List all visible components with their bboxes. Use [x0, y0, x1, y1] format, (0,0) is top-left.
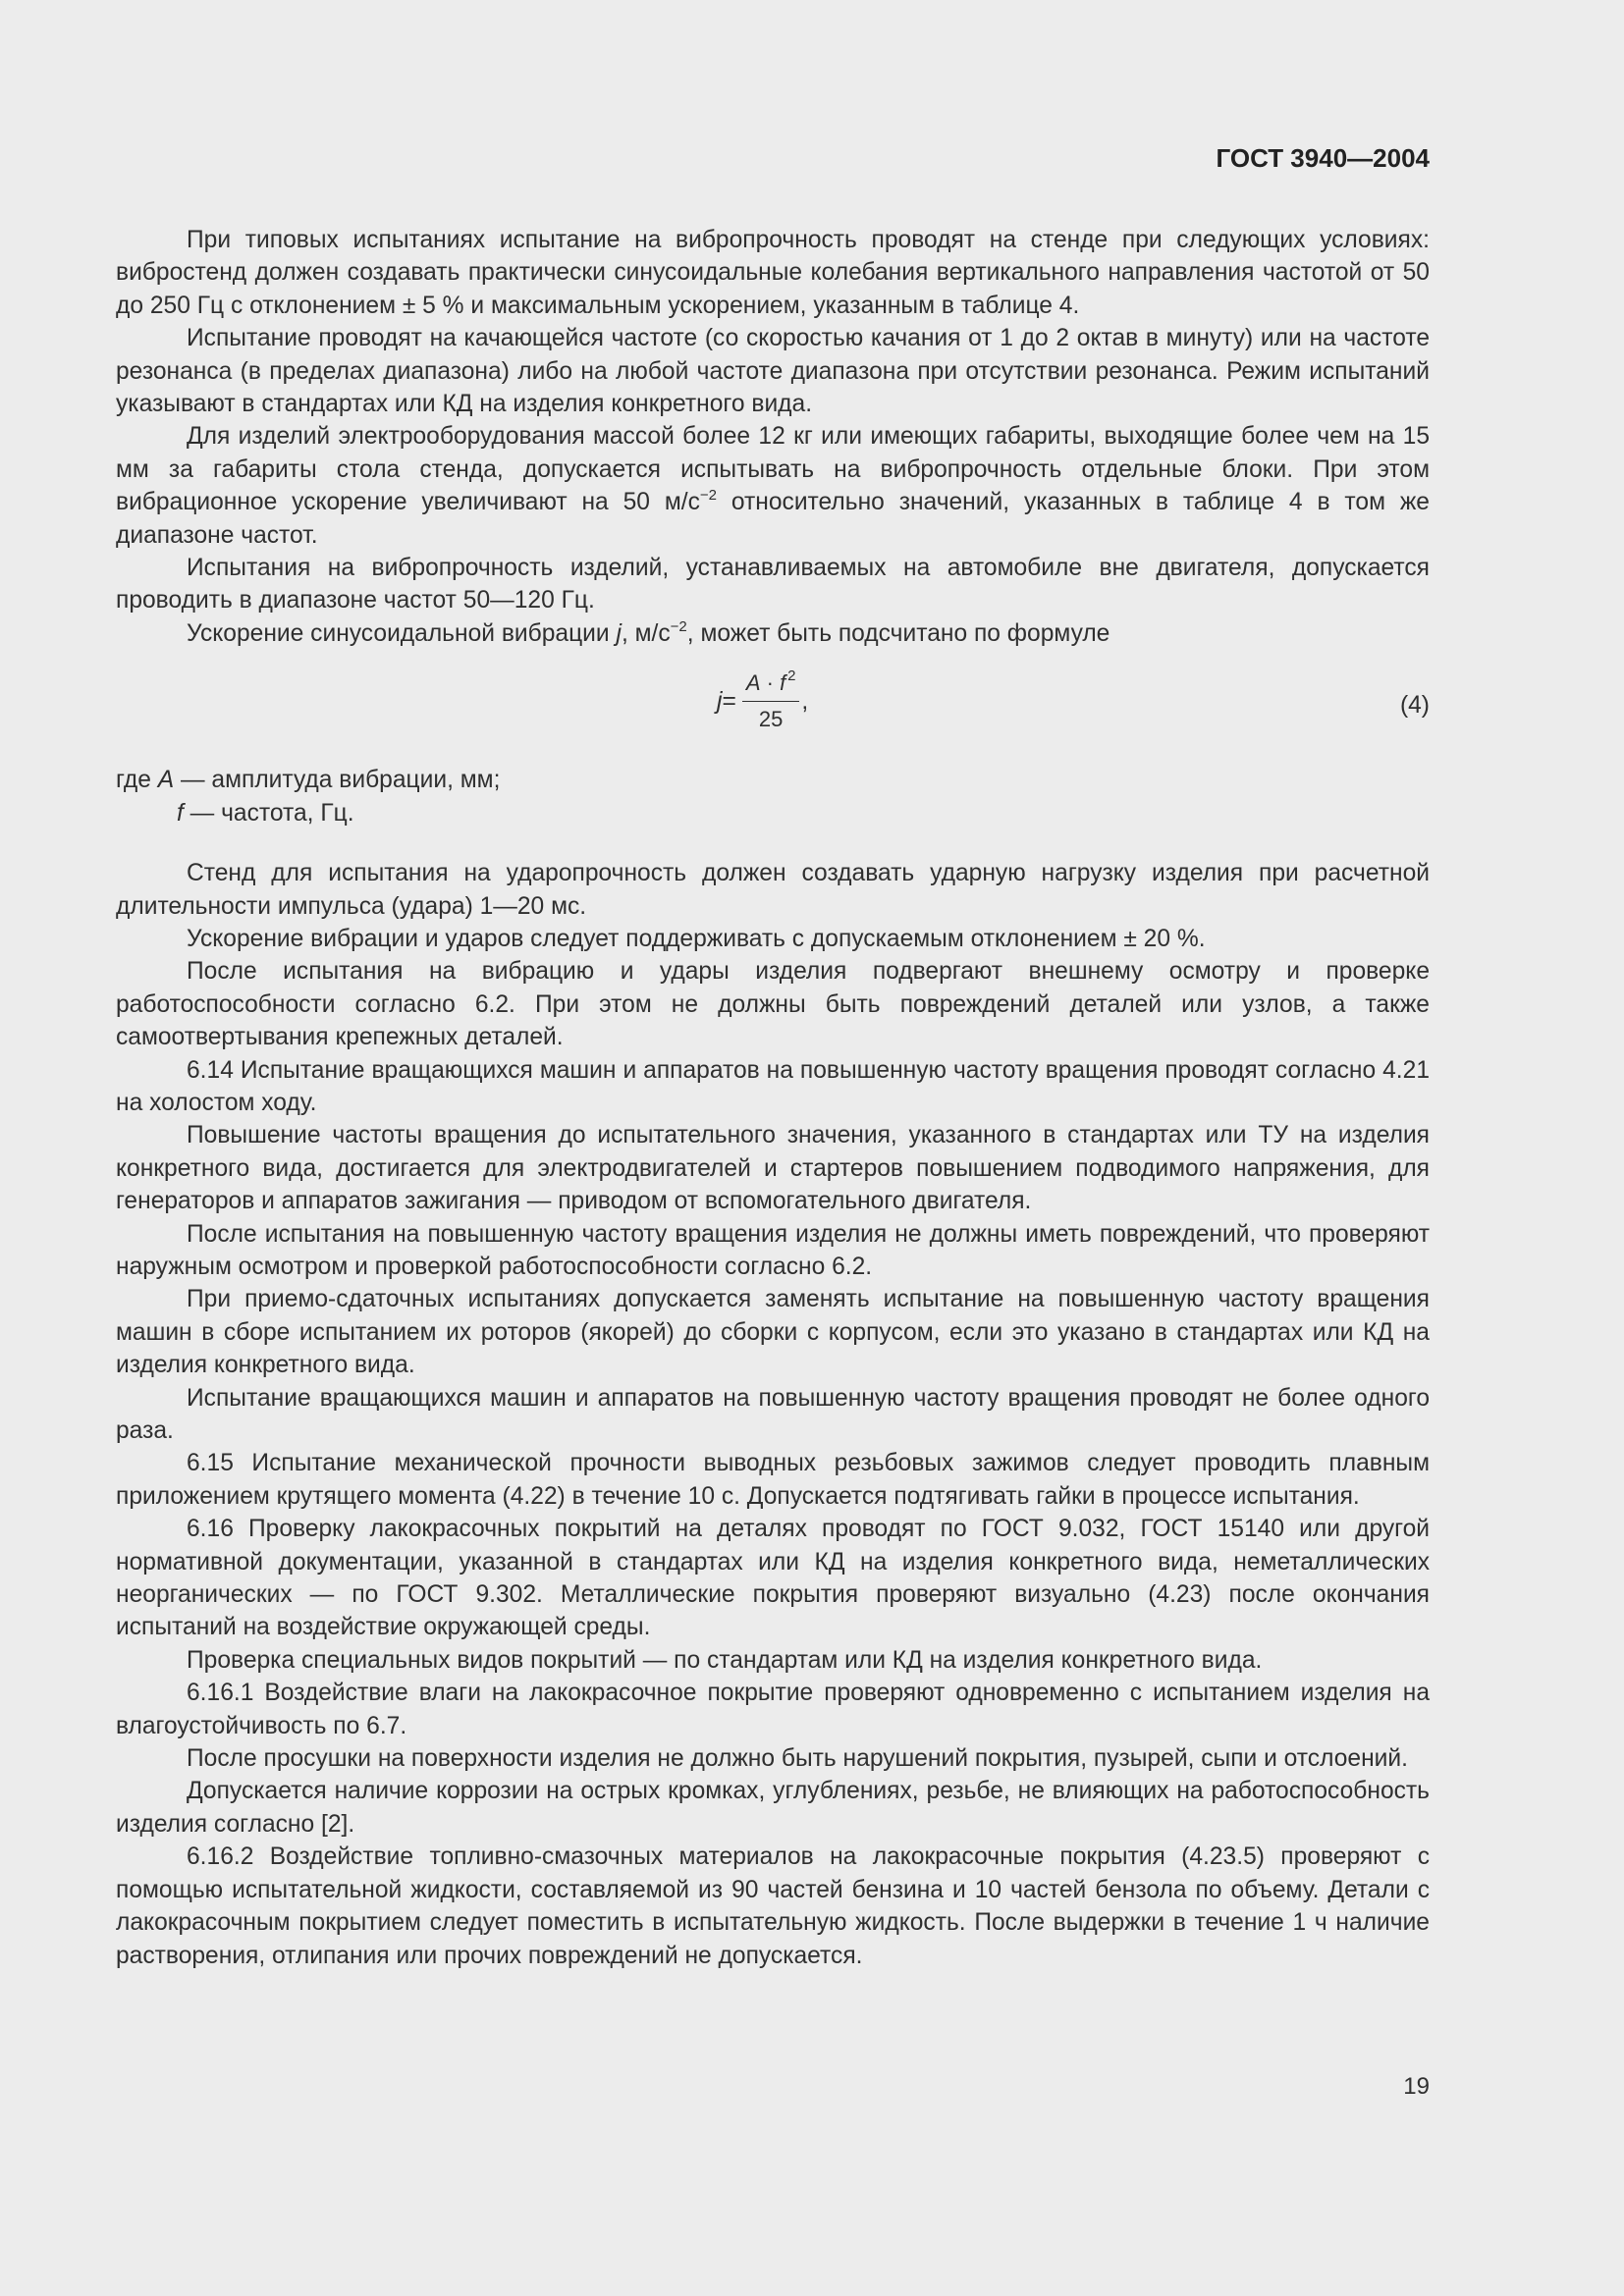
paragraph: Испытания на вибропрочность изделий, устанавливаемых на автомобиле вне двигателя, допускается проводить в диапазоне частот 50—120 Гц. — [116, 555, 1430, 614]
paragraph: Ускорение синусоидальной вибрации j, $м/с^{-2}$, может быть подсчитано по формуле — [187, 617, 1110, 647]
paragraph: Проверка специальных видов покрытий — по стандартам или КД на изделия конкретного вида. — [187, 1646, 1263, 1674]
paragraph: При типовых испытаниях испытание на вибропрочность проводят на стенде при следующих условиях: вибростенд должен создавать практически синусоидальные колебания вертикального направления частотой от 50 до 250 Гц с отклонением ± 5 % и максимальным ускорением, указанным в таблице 4. — [116, 227, 1430, 319]
equation-number: (4) — [1399, 692, 1430, 720]
paragraph: После испытания на повышенную частоту вращения изделия не должны иметь повреждений, что проверяют наружным осмотром и проверкой работоспособности согласно 6.2. — [116, 1220, 1430, 1280]
page-number: 19 — [1403, 2073, 1430, 2100]
paragraph: 6.16.2 Воздействие топливно-смазочных материалов на лакокрасочные покрытия (4.23.5) проверяют с помощью испытательной жидкости, составляемой из 90 частей бензина и 10 частей бензола по объему. Детали с лакокрасочным покрытием следует поместить в испытательную жидкость. После выдержки в течение 1 ч наличие растворения, отлипания или прочих повреждений не допускается. — [116, 1843, 1430, 1969]
standard-header: ГОСТ 3940—2004 — [1216, 143, 1430, 173]
paragraph: При приемо-сдаточных испытаниях допускается заменять испытание на повышенную частоту вращения машин в сборе испытанием их роторов (якорей) до сборки с корпусом, если это указано в стандартах или КД на изделия конкретного вида. — [116, 1286, 1430, 1379]
paragraph: После просушки на поверхности изделия не должно быть нарушений покрытия, пузырей, сыпи и отслоений. — [187, 1745, 1408, 1773]
paragraph: 6.15 Испытание механической прочности выводных резьбовых зажимов следует проводить плавным приложением крутящего момента (4.22) в течение 10 с. Допускается подтягивать гайки в процессе испытания. — [116, 1450, 1430, 1510]
paragraph: 6.16 Проверку лакокрасочных покрытий на деталях проводят по ГОСТ 9.032, ГОСТ 15140 или другой нормативной документации, указанной в стандартах или КД на изделия конкретного вида, неметаллических неорганических — по ГОСТ 9.302. Металлические покрытия проверяют визуально (4.23) после окончания испытаний на воздействие окружающей среды. — [116, 1516, 1430, 1641]
formula-block — [116, 660, 1430, 754]
paragraph: 6.16.1 Воздействие влаги на лакокрасочное покрытие проверяют одновременно с испытанием изделия на влагоустойчивость по 6.7. — [116, 1680, 1430, 1739]
paragraph: 6.14 Испытание вращающихся машин и аппаратов на повышенную частоту вращения проводят согласно 4.21 на холостом ходу. — [116, 1056, 1430, 1116]
fraction: $\frac{A \cdot f ^2}{25}$ — [742, 669, 800, 733]
legend-row: где A — амплитуда вибрации, мм; — [116, 767, 501, 794]
paragraph: После испытания на вибрацию и удары изделия подвергают внешнему осмотру и проверке работоспособности согласно 6.2. При этом не должны быть повреждений деталей или узлов, а также самоотвертывания крепежных деталей. — [116, 958, 1430, 1051]
legend-row: f — частота, Гц. — [177, 799, 354, 827]
paragraph: Повышение частоты вращения до испытательного значения, указанного в стандартах или ТУ на изделия конкретного вида, достигается для электродвигателей и стартеров повышением подводимого напряжения, для генераторов и аппаратов зажигания — приводом от вспомогательного двигателя. — [116, 1122, 1430, 1215]
paragraph: Испытание вращающихся машин и аппаратов на повышенную частоту вращения проводят не более одного раза. — [116, 1384, 1430, 1444]
formula: j = $\frac{A \cdot f ^2}{25}$ , — [717, 667, 809, 732]
paragraph: Для изделий электрооборудования массой более 12 кг или имеющих габариты, выходящие более чем на 15 мм за габариты стола стенда, допускается испытывать на вибропрочность отдельные блоки. При этом вибрационное ускорение увеличивают на 50 $м/с^{-2}$ относительно значений, указанных в таблице 4 в том же диапазоне частот. — [116, 423, 1430, 549]
paragraph: Допускается наличие коррозии на острых кромках, углублениях, резьбе, не влияющих на работоспособность изделия согласно [2]. — [116, 1778, 1430, 1838]
paragraph: Испытание проводят на качающейся частоте (со скоростью качания от 1 до 2 октав в минуту) или на частоте резонанса (в пределах диапазона) либо на любой частоте диапазона при отсутствии резонанса. Режим испытаний указывают в стандартах или КД на изделия конкретного вида. — [116, 325, 1430, 418]
formula-legend — [116, 764, 1430, 829]
paragraph: Стенд для испытания на ударопрочность должен создавать ударную нагрузку изделия при расчетной длительности импульса (удара) 1—20 мс. — [116, 860, 1430, 920]
document-body — [116, 224, 1430, 1972]
paragraph: Ускорение вибрации и ударов следует поддерживать с допускаемым отклонением ± 20 %. — [187, 925, 1206, 952]
